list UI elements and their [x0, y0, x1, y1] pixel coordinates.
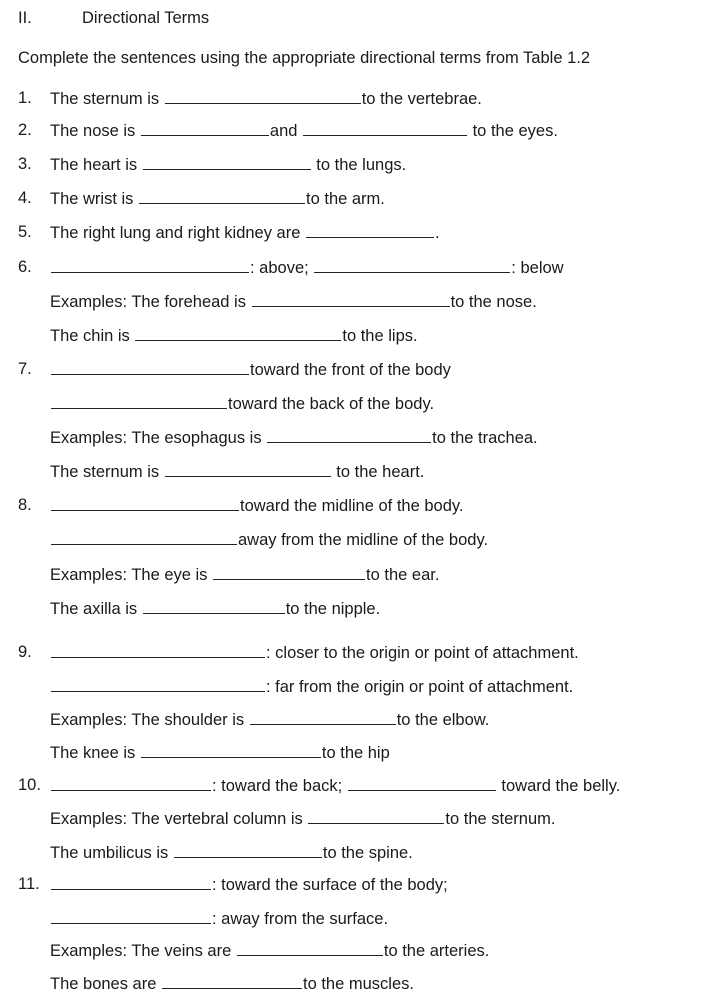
answer-blank[interactable] [237, 940, 383, 956]
sentence-fragment: away from the midline of the body. [238, 531, 489, 549]
sentence-fragment: The wrist is [50, 190, 139, 208]
sentence-fragment: to the muscles. [303, 975, 414, 993]
question-text [50, 808, 555, 829]
sentence-fragment: The heart is [50, 156, 142, 174]
sentence-fragment: and [269, 122, 303, 140]
sentence-fragment: toward the midline of the body. [240, 497, 464, 515]
question-text [50, 598, 380, 619]
sentence-fragment: : far from the origin or point of attachment. [266, 678, 574, 696]
question-text [50, 188, 385, 209]
sentence-fragment: to the lungs. [311, 156, 407, 174]
answer-blank[interactable] [252, 291, 450, 307]
answer-blank[interactable] [314, 257, 510, 273]
sentence-fragment: Examples: The forehead is [50, 293, 251, 311]
sentence-fragment: toward the front of the body [250, 361, 451, 379]
answer-blank[interactable] [139, 188, 305, 204]
question-text [50, 908, 388, 929]
answer-blank[interactable] [174, 842, 322, 858]
sentence-fragment: The sternum is [50, 90, 164, 108]
sentence-fragment: The umbilicus is [50, 844, 173, 862]
sentence-fragment: The bones are [50, 975, 161, 993]
sentence-fragment: The knee is [50, 744, 140, 762]
question-text [50, 874, 448, 895]
answer-blank[interactable] [51, 359, 249, 375]
sentence-fragment: : below [511, 259, 564, 277]
sentence-fragment: Examples: The eye is [50, 566, 213, 584]
answer-blank[interactable] [165, 461, 331, 477]
question-text [50, 154, 406, 175]
question-number: 11. [18, 875, 40, 893]
answer-blank[interactable] [141, 742, 321, 758]
section-title: Directional Terms [82, 9, 210, 27]
sentence-fragment: to the nose. [450, 293, 537, 311]
answer-blank[interactable] [165, 88, 361, 104]
sentence-fragment: Examples: The esophagus is [50, 429, 267, 447]
answer-blank[interactable] [348, 775, 496, 791]
question-text [50, 676, 573, 697]
sentence-fragment: to the ear. [366, 566, 440, 584]
question-text [50, 325, 418, 346]
answer-blank[interactable] [51, 393, 227, 409]
answer-blank[interactable] [308, 808, 444, 824]
question-text [50, 742, 390, 763]
section-number: II. [18, 9, 32, 27]
answer-blank[interactable] [306, 222, 434, 238]
sentence-fragment: Examples: The vertebral column is [50, 810, 308, 828]
question-number: 4. [18, 189, 32, 207]
sentence-fragment: to the eyes. [468, 122, 558, 140]
answer-blank[interactable] [51, 257, 249, 273]
sentence-fragment: : closer to the origin or point of attachment. [266, 644, 579, 662]
question-text [50, 495, 464, 516]
answer-blank[interactable] [135, 325, 341, 341]
question-text [50, 393, 434, 414]
question-text [50, 775, 620, 796]
question-text [50, 359, 451, 380]
answer-blank[interactable] [143, 598, 285, 614]
sentence-fragment: to the heart. [331, 463, 425, 481]
answer-blank[interactable] [51, 642, 265, 658]
sentence-fragment: Examples: The shoulder is [50, 711, 249, 729]
answer-blank[interactable] [51, 495, 239, 511]
answer-blank[interactable] [51, 529, 237, 545]
question-number: 5. [18, 223, 32, 241]
question-number: 8. [18, 496, 32, 514]
question-text [50, 120, 558, 141]
question-text [50, 940, 489, 961]
sentence-fragment: toward the belly. [496, 777, 621, 795]
sentence-fragment: to the vertebrae. [361, 90, 482, 108]
answer-blank[interactable] [51, 874, 211, 890]
sentence-fragment: to the lips. [342, 327, 418, 345]
question-text [50, 529, 488, 550]
question-text [50, 461, 424, 482]
sentence-fragment: The nose is [50, 122, 140, 140]
answer-blank[interactable] [162, 973, 302, 989]
sentence-fragment: to the arteries. [383, 942, 490, 960]
sentence-fragment: : toward the back; [212, 777, 347, 795]
sentence-fragment: The right lung and right kidney are [50, 224, 305, 242]
answer-blank[interactable] [51, 775, 211, 791]
answer-blank[interactable] [213, 564, 365, 580]
sentence-fragment: : toward the surface of the body; [212, 876, 448, 894]
sentence-fragment: to the sternum. [445, 810, 556, 828]
sentence-fragment: The axilla is [50, 600, 142, 618]
question-number: 6. [18, 258, 32, 276]
sentence-fragment: Examples: The veins are [50, 942, 236, 960]
sentence-fragment: to the nipple. [285, 600, 381, 618]
question-number: 7. [18, 360, 32, 378]
question-text [50, 427, 538, 448]
answer-blank[interactable] [51, 908, 211, 924]
instruction-text: Complete the sentences using the appropriate directional terms from Table 1.2 [18, 49, 591, 67]
sentence-fragment: : above; [250, 259, 314, 277]
question-number: 3. [18, 155, 32, 173]
question-number: 1. [18, 89, 32, 107]
answer-blank[interactable] [250, 709, 396, 725]
sentence-fragment: to the hip [321, 744, 390, 762]
answer-blank[interactable] [303, 120, 467, 136]
sentence-fragment: : away from the surface. [212, 910, 389, 928]
question-text [50, 642, 579, 663]
sentence-fragment: to the spine. [322, 844, 413, 862]
question-text [50, 88, 482, 109]
sentence-fragment: . [435, 224, 440, 242]
question-text [50, 222, 440, 243]
sentence-fragment: to the arm. [306, 190, 385, 208]
question-text [50, 842, 413, 863]
sentence-fragment: The chin is [50, 327, 135, 345]
answer-blank[interactable] [141, 120, 269, 136]
question-number: 2. [18, 121, 32, 139]
question-number: 10. [18, 776, 41, 794]
answer-blank[interactable] [267, 427, 431, 443]
question-text [50, 257, 564, 278]
question-text [50, 564, 439, 585]
question-text [50, 709, 489, 730]
sentence-fragment: to the trachea. [432, 429, 538, 447]
question-number: 9. [18, 643, 32, 661]
section-heading [18, 8, 209, 28]
sentence-fragment: toward the back of the body. [228, 395, 435, 413]
answer-blank[interactable] [51, 676, 265, 692]
answer-blank[interactable] [143, 154, 311, 170]
question-text [50, 973, 414, 994]
sentence-fragment: The sternum is [50, 463, 164, 481]
sentence-fragment: to the elbow. [396, 711, 490, 729]
question-text [50, 291, 537, 312]
